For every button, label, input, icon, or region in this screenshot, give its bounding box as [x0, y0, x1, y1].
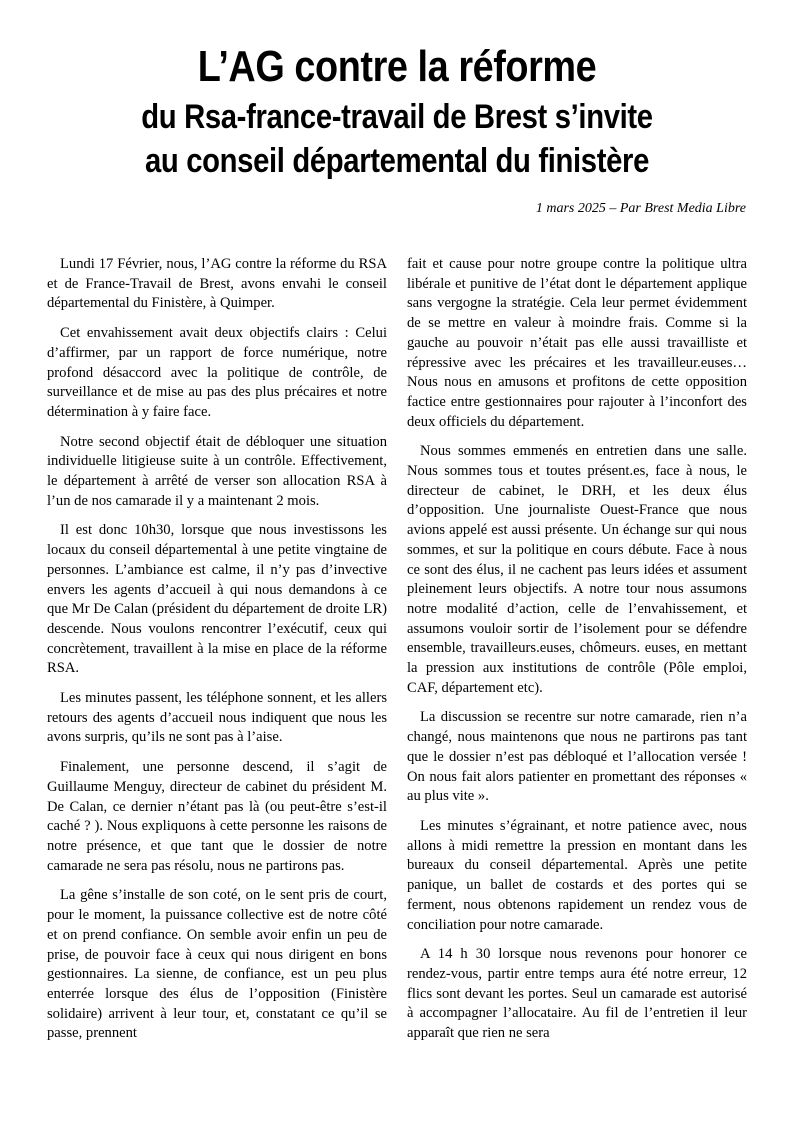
paragraph: La gêne s’installe de son coté, on le sent pris de court, pour le moment, la puissance collective est de notre côté et on prend confiance. On semble avoir enfin un peu de prise, de pouvoir face à ceux qui nous dirigent en bons gestionnaires. La sienne, de confiance, est un peu plus enterrée lorsque des élus de l’opposition (Finistère solidaire) arrivent à leur tour, et, constatant ce qu’il se passe, prennent	[47, 887, 387, 1042]
paragraph: La discussion se recentre sur notre camarade, rien n’a changé, nous maintenons que nous ne partirons pas tant que le dossier n’est pas débloqué et l’allocation versée ! On nous fait alors patienter en promettant des réponses « au plus vite ».	[407, 709, 747, 805]
paragraph: Les minutes passent, les téléphone sonnent, et les allers retours des agents d’accueil nous indiquent que nous les avons surpris, qu’ils ne sont pas à l’aise.	[47, 690, 387, 746]
paragraph: Cet envahissement avait deux objectifs clairs : Celui d’affirmer, par un rapport de force numérique, notre profond désaccord avec la politique de contrôle, de surveillance et de mise au pas des plus précaires et notre détermination à y faire face.	[47, 325, 387, 420]
article-title-line-1: L’AG contre la réforme	[197, 42, 597, 91]
article-title-line-3: au conseil départemental du finistère	[145, 142, 649, 180]
paragraph: Les minutes s’égrainant, et notre patience avec, nous allons à midi remettre la pression en montant dans les bureaux du conseil départemental. Après une petite panique, un ballet de costards et des portes qui se ferment, nous obtenons rapidement un rendez vous de conciliation pour notre camarade.	[407, 817, 747, 933]
article-column-left	[47, 255, 387, 1054]
article-column-right	[407, 255, 747, 1054]
paragraph: Il est donc 10h30, lorsque que nous investissons les locaux du conseil départemental à une petite vingtaine de personnes. L’ambiance est calme, il n’y pas d’invective envers les agents d’accueil à qui nous demandons à ce que Mr De Calan (président du département de droite LR) descende. Nous voulons rencontrer l’exécutif, ceux qui concrètement, travaillent à la mise en place de la réforme RSA.	[47, 522, 387, 677]
paragraph-continuation: fait et cause pour notre groupe contre la politique ultra libérale et punitive de l’état dont le département applique sans vergogne la stratégie. Cela leur permet évidemment de se mettre en valeur à moindre frais. Comme si la gauche au pouvoir n’était pas elle aussi travailliste et répressive avec les précaires et les travailleur.euses… Nous nous en amusons et profitons de cette opposition factice entre gestionnaires pour rajouter à l’inconfort des deux officiels du département.	[407, 256, 747, 430]
paragraph: Nous sommes emmenés en entretien dans une salle. Nous sommes tous et toutes présent.es, face à nous, le directeur de cabinet, le DRH, et les deux élus d’opposition. Une journaliste Ouest-France que nous avions appelé est aussi présente. Un échange sur qui nous sommes, et sur la politique en cours débute. Face à nous ce sont des élus, il ne cachent pas leurs idées et assument pleinement leurs objectifs. A notre tour nous assumons notre modalité d’action, celle de l’envahissement, et assumons vouloir sortir de l’isolement pour se défendre ensemble, travailleurs.euses, chômeurs. euses, en mettant la pression aux institutions de contrôle (Pôle emploi, CAF, département etc).	[407, 443, 747, 696]
paragraph: Finalement, une personne descend, il s’agit de Guillaume Menguy, directeur de cabinet du président M. De Calan, ce dernier n’étant pas là (ou peut-être s’est-il caché ? ). Nous expliquons à cette personne les raisons de notre présence, et que tant que le dossier de notre camarade ne sera pas résolu, nous ne partirons pas.	[47, 759, 387, 874]
article-byline: 1 mars 2025 – Par Brest Media Libre	[535, 201, 746, 216]
paragraph: A 14 h 30 lorsque nous revenons pour honorer ce rendez-vous, partir entre temps aura été notre erreur, 12 flics sont devant les portes. Seul un camarade est autorisé à accompagner l’allocataire. Au fil de l’entretien il leur apparaît que rien ne sera	[407, 946, 747, 1042]
paragraph: Lundi 17 Février, nous, l’AG contre la réforme du RSA et de France-Travail de Brest, avons envahi le conseil départemental du Finistère, à Quimper.	[47, 256, 387, 312]
paragraph: Notre second objectif était de débloquer une situation individuelle litigieuse suite à un contrôle. Effectivement, le département à arrêté de verser son allocation RSA à l’un de nos camarade il y a maintenant 2 mois.	[47, 433, 387, 509]
article-title-line-2: du Rsa-france-travail de Brest s’invite	[141, 98, 653, 136]
